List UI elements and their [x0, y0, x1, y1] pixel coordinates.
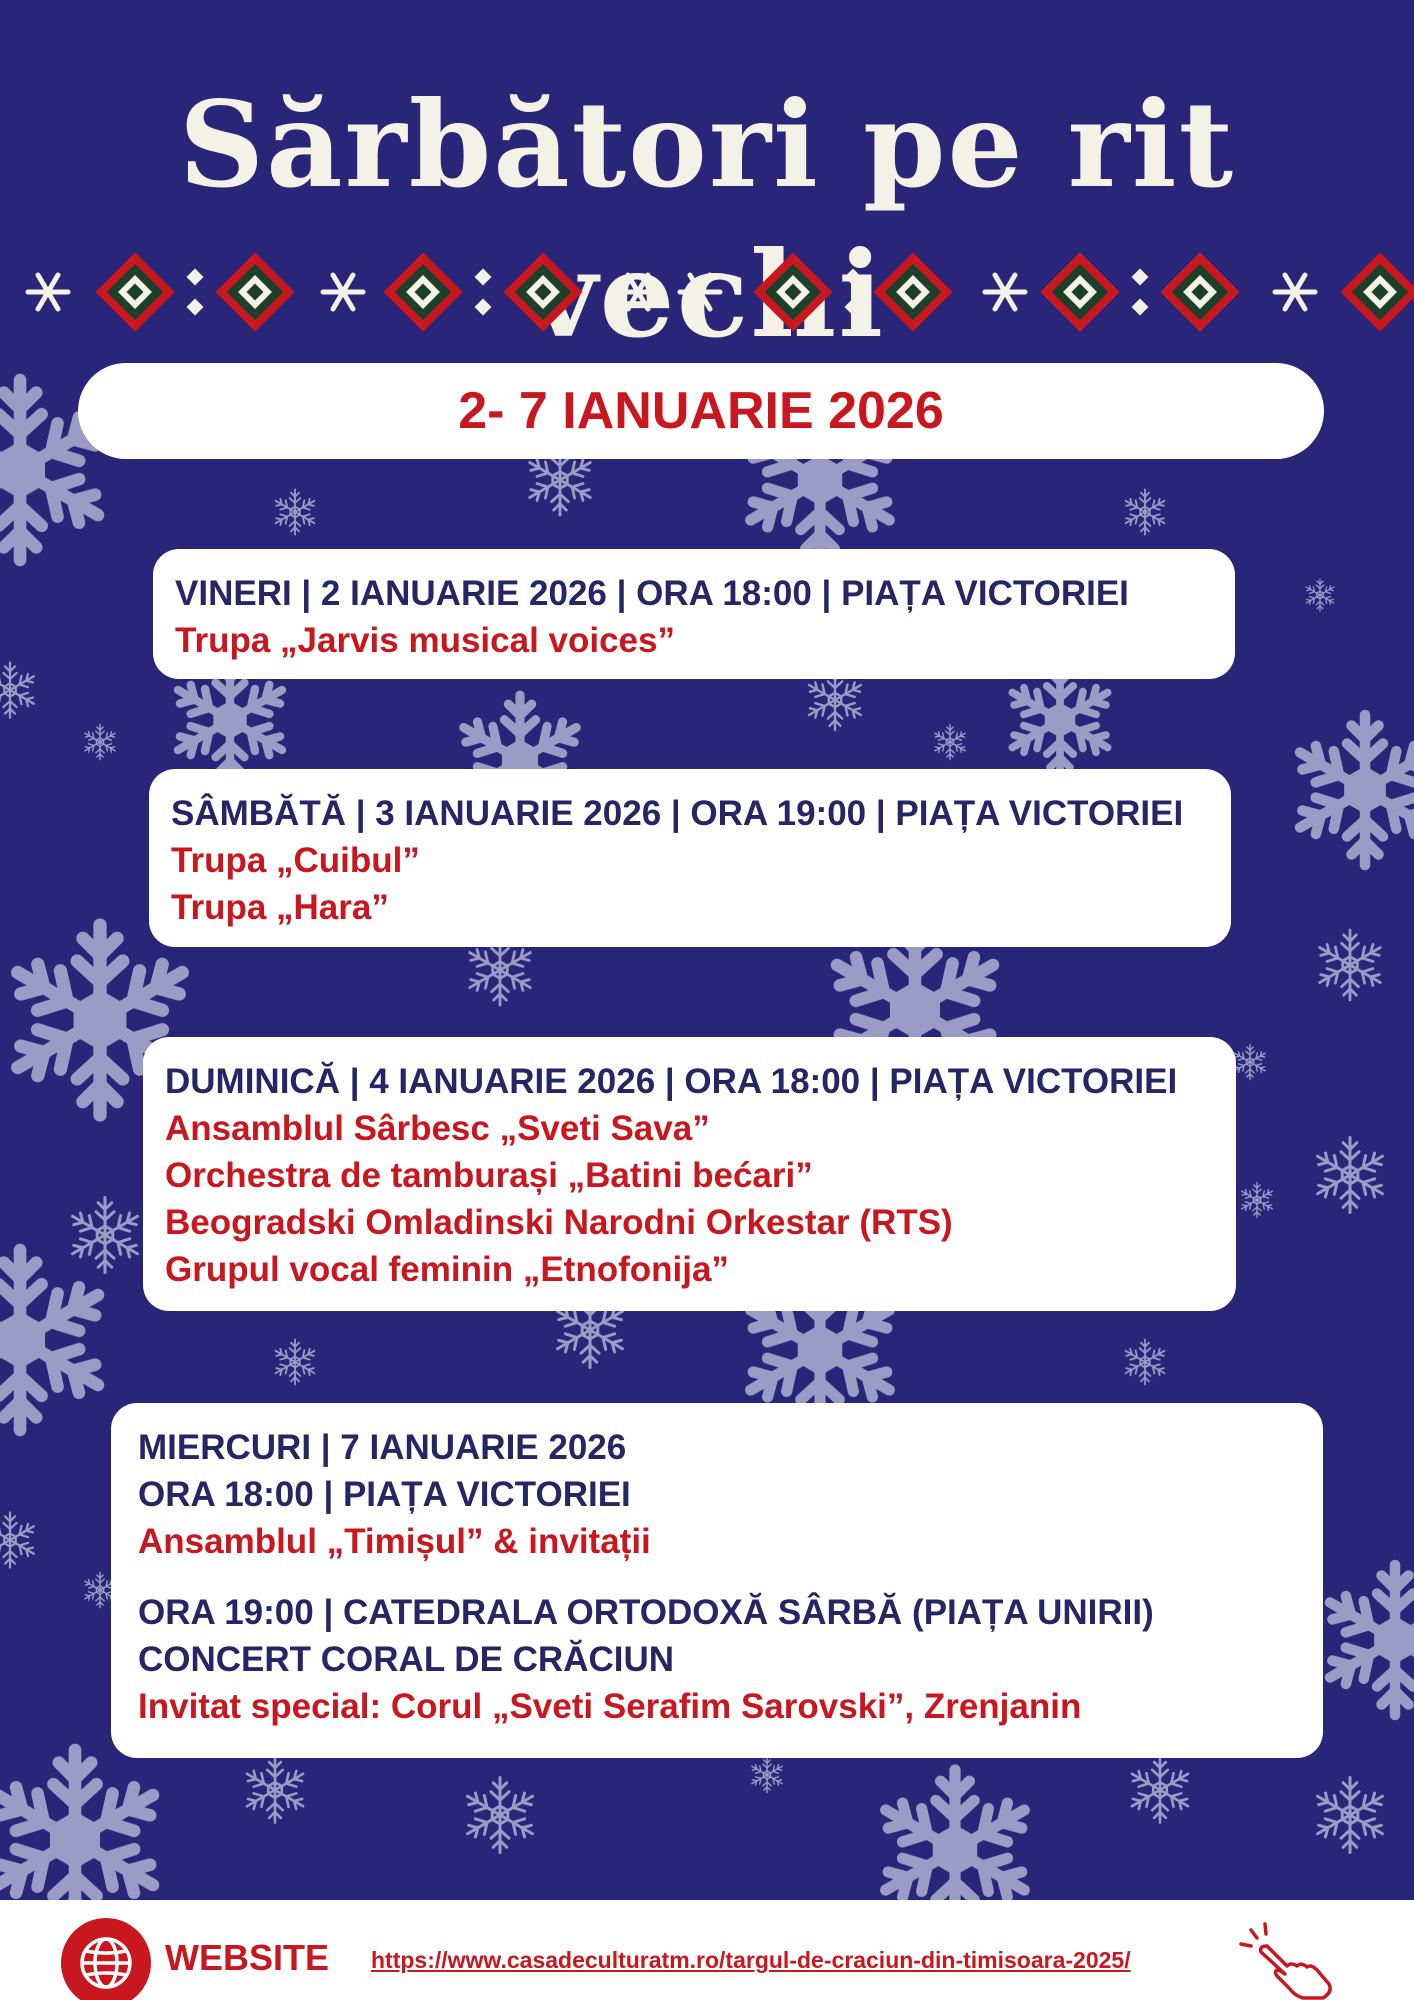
snowflake-icon	[83, 725, 118, 760]
star-ornament-icon	[1275, 275, 1315, 309]
date-range-text: 2- 7 IANUARIE 2026	[458, 382, 944, 440]
event-header: SÂMBĂTĂ | 3 IANUARIE 2026 | ORA 19:00 | PIAȚA VICTORIEI	[171, 794, 1184, 833]
snowflake-icon	[0, 1250, 109, 1430]
event-header: MIERCURI | 7 IANUARIE 2026	[138, 1428, 627, 1467]
snowflake-icon	[0, 1750, 164, 1900]
snowflake-icon	[1304, 579, 1336, 611]
pointing-hand-icon	[1237, 1922, 1337, 2000]
diamond-ornament-icon	[1040, 252, 1119, 331]
diamond-ornament-icon	[95, 252, 174, 331]
dots-ornament-icon	[475, 269, 492, 316]
event-card-sunday	[143, 1037, 1236, 1311]
snowflake-icon	[1315, 930, 1384, 1000]
star-ornament-icon	[985, 275, 1025, 309]
dots-ornament-icon	[1132, 269, 1149, 316]
snowflake-icon	[1313, 1138, 1387, 1213]
snowflake-icon	[1123, 1340, 1167, 1385]
dots-ornament-icon	[845, 269, 862, 316]
star-ornament-icon	[323, 275, 363, 309]
snowflake-icon	[1313, 1778, 1387, 1853]
diamond-ornament-icon	[753, 252, 832, 331]
diamond-ornament-icon	[1340, 252, 1414, 331]
snowflake-icon	[273, 490, 317, 535]
snowflake-icon	[805, 670, 864, 730]
snowflake-icon	[1123, 490, 1167, 535]
diamond-ornament-icon	[1160, 252, 1239, 331]
event-performer: Grupul vocal feminin „Etnofonija”	[165, 1250, 729, 1289]
snowflake-icon	[243, 1758, 307, 1823]
globe-icon[interactable]	[61, 1918, 151, 2000]
event-performer: Trupa „Jarvis musical voices”	[175, 621, 675, 660]
event-card-wednesday	[111, 1403, 1323, 1758]
diamond-ornament-icon	[503, 252, 582, 331]
event-performer: Ansamblul „Timișul” & invitații	[138, 1522, 651, 1561]
event-header: DUMINICĂ | 4 IANUARIE 2026 | ORA 18:00 | PIAȚA VICTORIEI	[165, 1062, 1178, 1101]
snowflake-icon	[1291, 715, 1414, 865]
snowflake-icon	[0, 663, 37, 718]
folk-ornament-border	[0, 240, 1414, 340]
event-performer: Beogradski Omladinski Narodni Orkestar (RTS)	[165, 1203, 953, 1242]
snowflake-icon	[1233, 1045, 1268, 1080]
event-performer: Ansamblul Sârbesc „Sveti Sava”	[165, 1109, 710, 1148]
diamond-ornament-icon	[215, 252, 294, 331]
snowflake-icon	[0, 1513, 37, 1568]
dots-ornament-icon	[187, 269, 204, 316]
concert-time-venue: ORA 19:00 | CATEDRALA ORTODOXĂ SÂRBĂ (PIAȚA UNIRII)	[138, 1593, 1154, 1632]
section-spacer	[138, 1565, 1323, 1589]
event-header: VINERI | 2 IANUARIE 2026 | ORA 18:00 | PIAȚA VICTORIEI	[175, 574, 1129, 613]
star-ornament-icon	[680, 275, 720, 309]
concert-title: CONCERT CORAL DE CRĂCIUN	[138, 1640, 675, 1679]
snowflake-icon	[1128, 1758, 1192, 1823]
event-time-venue: ORA 18:00 | PIAȚA VICTORIEI	[138, 1475, 631, 1514]
snowflake-icon	[1006, 665, 1114, 775]
website-label: WEBSITE	[165, 1937, 330, 1978]
event-performer: Trupa „Hara”	[171, 888, 389, 927]
snowflake-icon	[876, 1770, 1034, 1900]
star-ornament-icon	[28, 275, 68, 309]
event-performer: Orchestra de tamburași „Batini bećari”	[165, 1156, 813, 1195]
star-ornament-icon	[618, 275, 658, 309]
snowflake-icon	[750, 1758, 785, 1793]
diamond-ornament-icon	[873, 252, 952, 331]
event-performer: Trupa „Cuibul”	[171, 841, 420, 880]
snowflake-icon	[933, 725, 968, 760]
snowflake-icon	[1240, 1183, 1275, 1218]
date-range-banner	[78, 363, 1324, 459]
event-card-friday	[153, 549, 1235, 679]
snowflake-icon	[273, 1340, 317, 1385]
snowflake-icon	[1321, 1565, 1414, 1715]
snowflake-icon	[68, 1198, 142, 1273]
event-card-saturday	[149, 769, 1231, 947]
website-link[interactable]: https://www.casadeculturatm.ro/targul-de-craciun-din-timisoara-2025/	[371, 1947, 1131, 1973]
special-guest: Invitat special: Corul „Sveti Serafim Sarovski”, Zrenjanin	[138, 1687, 1082, 1726]
diamond-ornament-icon	[383, 252, 462, 331]
snowflake-icon	[463, 1778, 537, 1853]
poster-title: Sărbători pe rit	[178, 75, 1236, 214]
